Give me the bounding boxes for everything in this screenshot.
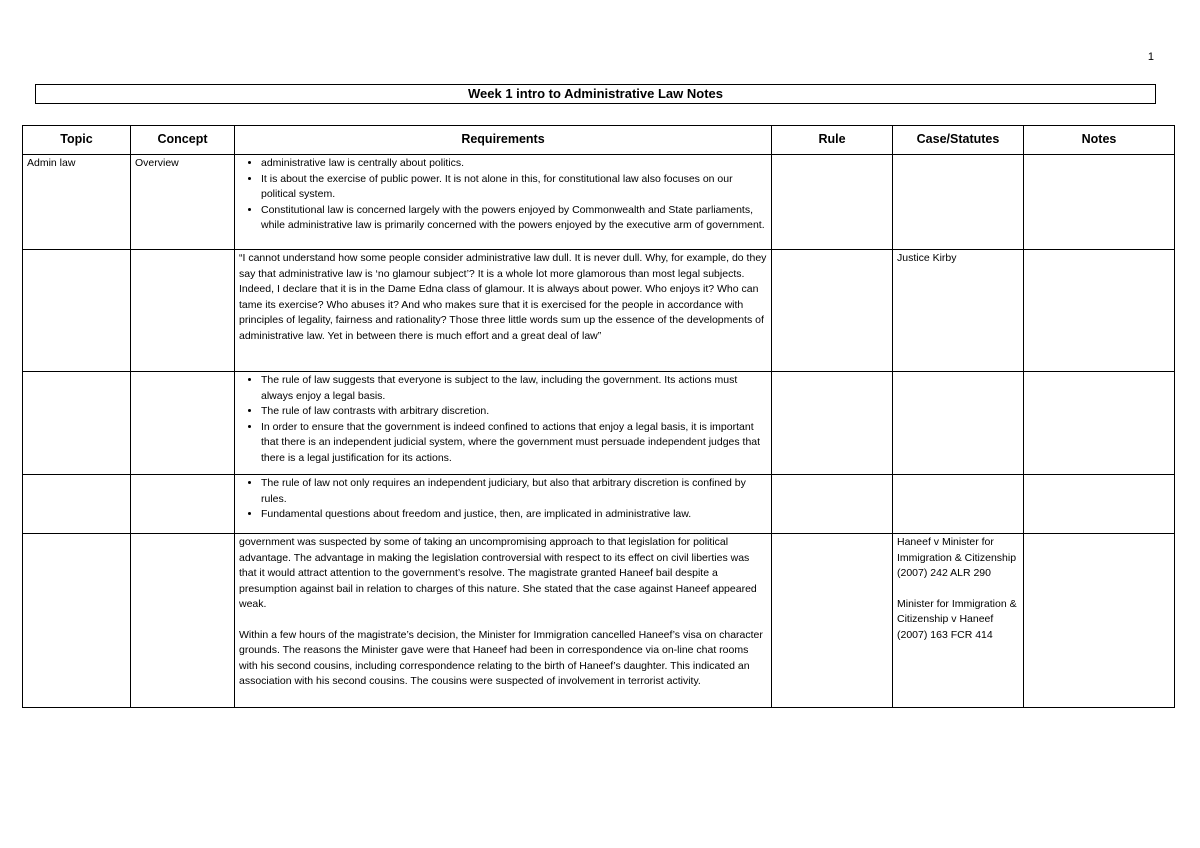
quote-paragraph: “I cannot understand how some people consider administrative law dull. It is never dull. Why, for example, do they say that administrative law is ‘no glamour subject’? It is a whole lot more glamorous than most legal subjects. Indeed, I declare that it is in the Dame Edna class of glamour. It is always about power. Who enjoys it? Who can tame its exercise? Who abuses it? And who makes sure that it is exercised for the people in accordance with principles of legality, fairness and rationality? Those three little words sum up the essence of the developments of administrative law. Yet in between there is much effort and a great deal of law” <box>239 252 767 342</box>
header-rule: Rule <box>772 126 893 155</box>
cell-notes <box>1024 534 1175 708</box>
bullet-item: • administrative law is centrally about politics. <box>261 156 767 172</box>
cell-concept <box>131 534 235 708</box>
bullet-item: • The rule of law suggests that everyone is subject to the law, including the government. Its actions must always enjoy a legal basis. <box>261 373 767 404</box>
table-row <box>23 534 1175 708</box>
paragraph: Within a few hours of the magistrate’s decision, the Minister for Immigration cancelled Haneef’s visa on character grounds. The reasons the Minister gave were that Haneef had been in correspondence via on-line chat rooms with his second cousins, including correspondence relating to the birth of Haneef’s daughter. This indicated an association with his second cousins. The cousins were suspected of involvement in terrorist activity. <box>239 628 763 687</box>
document-title: Week 1 intro to Administrative Law Notes <box>35 84 1156 104</box>
cell-case: Justice Kirby <box>893 250 1024 372</box>
cell-topic: Admin law <box>23 155 131 250</box>
cell-case <box>893 155 1024 250</box>
cell-topic <box>23 534 131 708</box>
cell-rule <box>772 475 893 534</box>
bullet-list <box>239 476 767 523</box>
cell-case <box>893 372 1024 475</box>
bullet-item: • The rule of law not only requires an independent judiciary, but also that arbitrary discretion is confined by rules. <box>261 476 767 507</box>
header-concept: Concept <box>131 126 235 155</box>
table-row <box>23 475 1175 534</box>
bullet-item: • Constitutional law is concerned largely with the powers enjoyed by Commonwealth and State parliaments, while administrative law is primarily concerned with the powers enjoyed by the executive arm of government. <box>261 203 767 234</box>
cell-case <box>893 534 1024 708</box>
cell-concept: Overview <box>131 155 235 250</box>
header-requirements: Requirements <box>235 126 772 155</box>
header-case-statutes: Case/Statutes <box>893 126 1024 155</box>
cell-requirements <box>235 372 772 475</box>
bullet-item: • In order to ensure that the government is indeed confined to actions that enjoy a legal basis, it is important that there is an independent judicial system, where the government must persuade independent judges that there is a legal justification for its actions. <box>261 420 767 467</box>
bullet-item: • The rule of law contrasts with arbitrary discretion. <box>261 404 767 420</box>
cell-requirements <box>235 250 772 372</box>
cell-requirements <box>235 534 772 708</box>
cell-concept <box>131 372 235 475</box>
cell-notes <box>1024 250 1175 372</box>
header-notes: Notes <box>1024 126 1175 155</box>
cell-rule <box>772 250 893 372</box>
table-header-row <box>23 126 1175 155</box>
bullet-list <box>239 373 767 466</box>
table-row <box>23 155 1175 250</box>
case-citation: Haneef v Minister for Immigration & Citizenship (2007) 242 ALR 290 <box>897 536 1017 579</box>
cell-rule <box>772 372 893 475</box>
cell-topic <box>23 372 131 475</box>
bullet-list <box>239 156 767 234</box>
cell-concept <box>131 250 235 372</box>
table-row <box>23 372 1175 475</box>
bullet-item: • It is about the exercise of public power. It is not alone in this, for constitutional law also focuses on our political system. <box>261 172 767 203</box>
bullet-item: • Fundamental questions about freedom and justice, then, are implicated in administrative law. <box>261 507 767 523</box>
cell-topic <box>23 250 131 372</box>
notes-table <box>22 125 1175 708</box>
cell-topic <box>23 475 131 534</box>
cell-notes <box>1024 155 1175 250</box>
cell-notes <box>1024 372 1175 475</box>
cell-case <box>893 475 1024 534</box>
cell-requirements <box>235 155 772 250</box>
cell-concept <box>131 475 235 534</box>
table-row <box>23 250 1175 372</box>
cell-rule <box>772 155 893 250</box>
header-topic: Topic <box>23 126 131 155</box>
case-citation: Minister for Immigration & Citizenship v Haneef (2007) 163 FCR 414 <box>897 597 1017 641</box>
page-number: 1 <box>1147 51 1154 63</box>
cell-rule <box>772 534 893 708</box>
cell-notes <box>1024 475 1175 534</box>
paragraph: government was suspected by some of taking an uncompromising approach to that legislation for political advantage. The advantage in making the legislation controversial with respect to its effect on civil liberties was that it would attract attention to the government’s resolve. The magistrate granted Haneef bail despite a presumption against bail in relation to charges of this nature. She stated that the case against Haneef appeared weak. <box>239 536 757 610</box>
cell-requirements <box>235 475 772 534</box>
